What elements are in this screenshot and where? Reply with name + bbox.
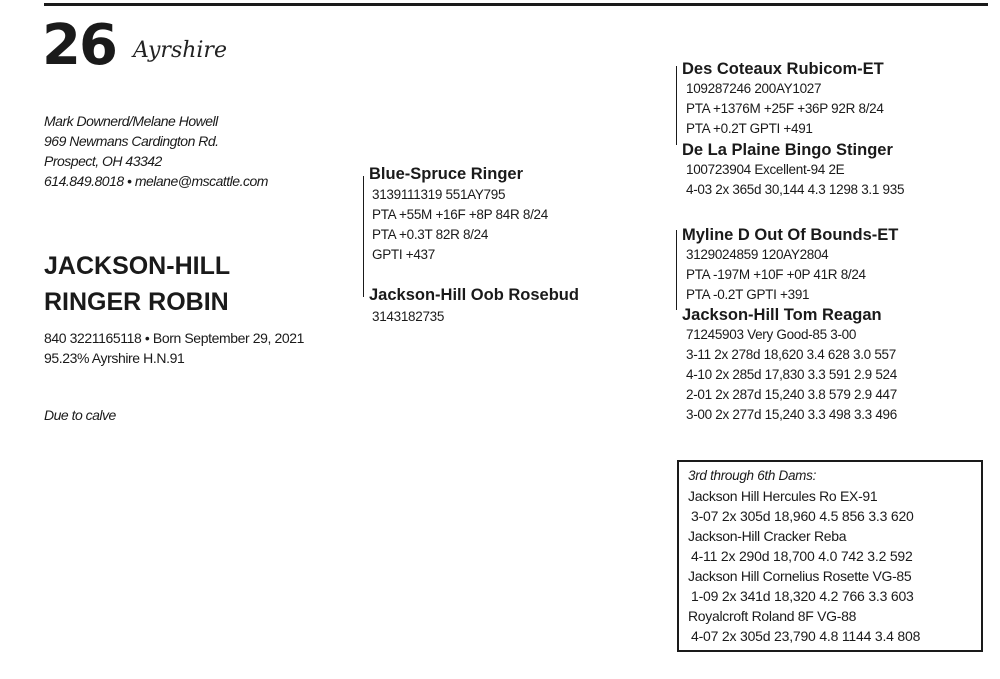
sire-line: PTA +55M +16F +8P 84R 8/24 xyxy=(372,207,548,222)
dam-sire-name: Myline D Out Of Bounds-ET xyxy=(682,226,899,244)
dam-sire-line: PTA -197M +10F +0P 41R 8/24 xyxy=(686,267,866,282)
breed-percentage-line: 95.23% Ayrshire H.N.91 xyxy=(44,350,185,366)
dam-dam-name: Jackson-Hill Tom Reagan xyxy=(682,306,882,324)
dam-dam-line: 3-00 2x 277d 15,240 3.3 498 3.3 496 xyxy=(686,407,897,422)
extended-dams-header: 3rd through 6th Dams: xyxy=(688,468,817,483)
consignor-names: Mark Downerd/Melane Howell xyxy=(44,113,218,129)
dam-dam-line: 3-11 2x 278d 18,620 3.4 628 3.0 557 xyxy=(686,347,896,362)
sire-line: 3139111319 551AY795 xyxy=(372,187,506,202)
sire-name: Blue-Spruce Ringer xyxy=(369,165,524,183)
extended-dam-name: Jackson Hill Cornelius Rosette VG-85 xyxy=(688,568,912,584)
animal-name-line-1: JACKSON-HILL xyxy=(44,252,231,280)
dam-dam-block xyxy=(682,305,897,425)
dam-dam-line: 71245903 Very Good-85 3-00 xyxy=(686,327,857,342)
dam-sire-line: 3129024859 120AY2804 xyxy=(686,247,829,262)
breeding-note: Due to calve xyxy=(44,407,116,423)
sire-sire-block xyxy=(682,59,884,139)
top-rule xyxy=(44,3,988,6)
consignor-contact: 614.849.8018 • melane@mscattle.com xyxy=(44,173,268,189)
animal-registration xyxy=(44,328,304,368)
extended-dam-record: 4-11 2x 290d 18,700 4.0 742 3.2 592 xyxy=(691,548,913,564)
dam-sire-bracket-line xyxy=(676,230,677,310)
sire-dam-block xyxy=(682,140,904,200)
dam-sire-line: PTA -0.2T GPTI +391 xyxy=(686,287,810,302)
sire-block xyxy=(369,164,548,265)
dam-name: Jackson-Hill Oob Rosebud xyxy=(369,286,579,304)
sire-sire-line: PTA +1376M +25F +36P 92R 8/24 xyxy=(686,101,884,116)
dam-dam-line: 4-10 2x 285d 17,830 3.3 591 2.9 524 xyxy=(686,367,897,382)
extended-dam-record: 1-09 2x 341d 18,320 4.2 766 3.3 603 xyxy=(691,588,914,604)
consignor-address: 969 Newmans Cardington Rd. xyxy=(44,133,219,149)
animal-name xyxy=(44,248,230,320)
sire-sire-line: 109287246 200AY1027 xyxy=(686,81,822,96)
sire-dam-name: De La Plaine Bingo Stinger xyxy=(682,141,893,159)
extended-dam-record: 3-07 2x 305d 18,960 4.5 856 3.3 620 xyxy=(691,508,914,524)
sire-dam-line: 100723904 Excellent-94 2E xyxy=(686,162,845,177)
extended-dam-name: Royalcroft Roland 8F VG-88 xyxy=(688,608,857,624)
sire-sire-name: Des Coteaux Rubicom-ET xyxy=(682,60,884,78)
animal-name-line-2: RINGER ROBIN xyxy=(44,288,229,316)
sire-dam-line: 4-03 2x 365d 30,144 4.3 1298 3.1 935 xyxy=(686,182,905,197)
extended-dams-box xyxy=(677,460,983,652)
sire-bracket-line xyxy=(363,176,364,297)
dam-line: 3143182735 xyxy=(372,309,445,324)
dam-sire-block xyxy=(682,225,898,305)
sire-line: PTA +0.3T 82R 8/24 xyxy=(372,227,489,242)
registration-line: 840 3221165118 • Born September 29, 2021 xyxy=(44,330,305,346)
consignor-city: Prospect, OH 43342 xyxy=(44,153,162,169)
sire-sire-line: PTA +0.2T GPTI +491 xyxy=(686,121,813,136)
dam-dam-line: 2-01 2x 287d 15,240 3.8 579 2.9 447 xyxy=(686,387,897,402)
lot-number: 26 xyxy=(42,13,116,78)
consignor-info xyxy=(44,111,268,191)
extended-dam-record: 4-07 2x 305d 23,790 4.8 1144 3.4 808 xyxy=(691,628,921,644)
sire-line: GPTI +437 xyxy=(372,247,435,262)
extended-dam-name: Jackson Hill Hercules Ro EX-91 xyxy=(688,488,878,504)
dam-block xyxy=(369,285,579,327)
breed-label: Ayrshire xyxy=(133,38,227,63)
sire-sire-bracket-line xyxy=(676,66,677,145)
extended-dam-name: Jackson-Hill Cracker Reba xyxy=(688,528,847,544)
